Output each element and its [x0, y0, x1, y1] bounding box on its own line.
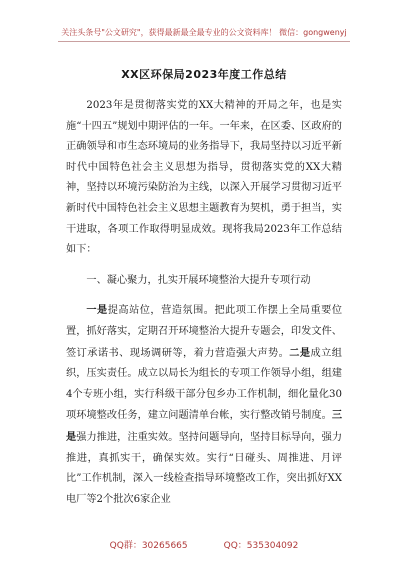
footer-qq-group: QQ群：30265665 — [109, 541, 188, 551]
point-lead-3: 三是 — [66, 409, 342, 443]
header-divider — [58, 41, 350, 42]
point-lead-2: 二是 — [289, 346, 311, 359]
point-text-2: 成立组织，压实责任。成立以局长为组长的专项工作领导小组，组建4个专班小组，实行科级干部分包乡办工作机制，细化量化30项环境整改任务，建立问题清单台帐，实行整改销号制度。 — [66, 347, 342, 422]
point-lead-1: 一是 — [86, 304, 108, 317]
point-text-3: 强力推进，注重实效。坚持问题导向，坚持目标导向，强力推进，真抓实干，确保实效。实行“日碰头、周推进、月评比”工作机制，深入一线检查指导环境整改工作，突出抓好XX电厂等2个批次6家企业 — [66, 431, 343, 505]
footer-qq: QQ：535304092 — [223, 541, 299, 551]
point-text-1: 提高站位，营造氛围。把此项工作摆上全局重要位置，抓好落实，定期召开环境整治大提升专题会，印发文件、签订承诺书、现场调研等，着力营造强大声势。 — [66, 305, 343, 359]
document-body — [66, 96, 342, 510]
section-heading: 一、凝心聚力，扎实开展环境整治大提升专项行动 — [86, 274, 311, 286]
document-title: XX区环保局2023年度工作总结 — [121, 68, 287, 81]
intro-paragraph: 2023年是贯彻落实党的XX大精神的开局之年，也是实施“十四五”规划中期评估的一年。一年来，在区委、区政府的正确领导和市生态环境局的业务指导下，我局坚持以习近平新时代中国特色社会主义思想为指导，贯彻落实党的XX大精神，坚持以环境污染防治为主线，以深入开展学习贯彻习近平新时代中国特色社会主义思想主题教育为契机，勇于担当，实干进取，各项工作取得明显成效。现将我局2023年工作总结如下： — [66, 100, 342, 256]
body-paragraph — [66, 300, 342, 510]
header-banner: 关注头条号"公文研究"，获得最新最全最专业的公文资料库！ 微信：gongwenyj — [61, 28, 347, 37]
footer-contact — [0, 538, 408, 551]
